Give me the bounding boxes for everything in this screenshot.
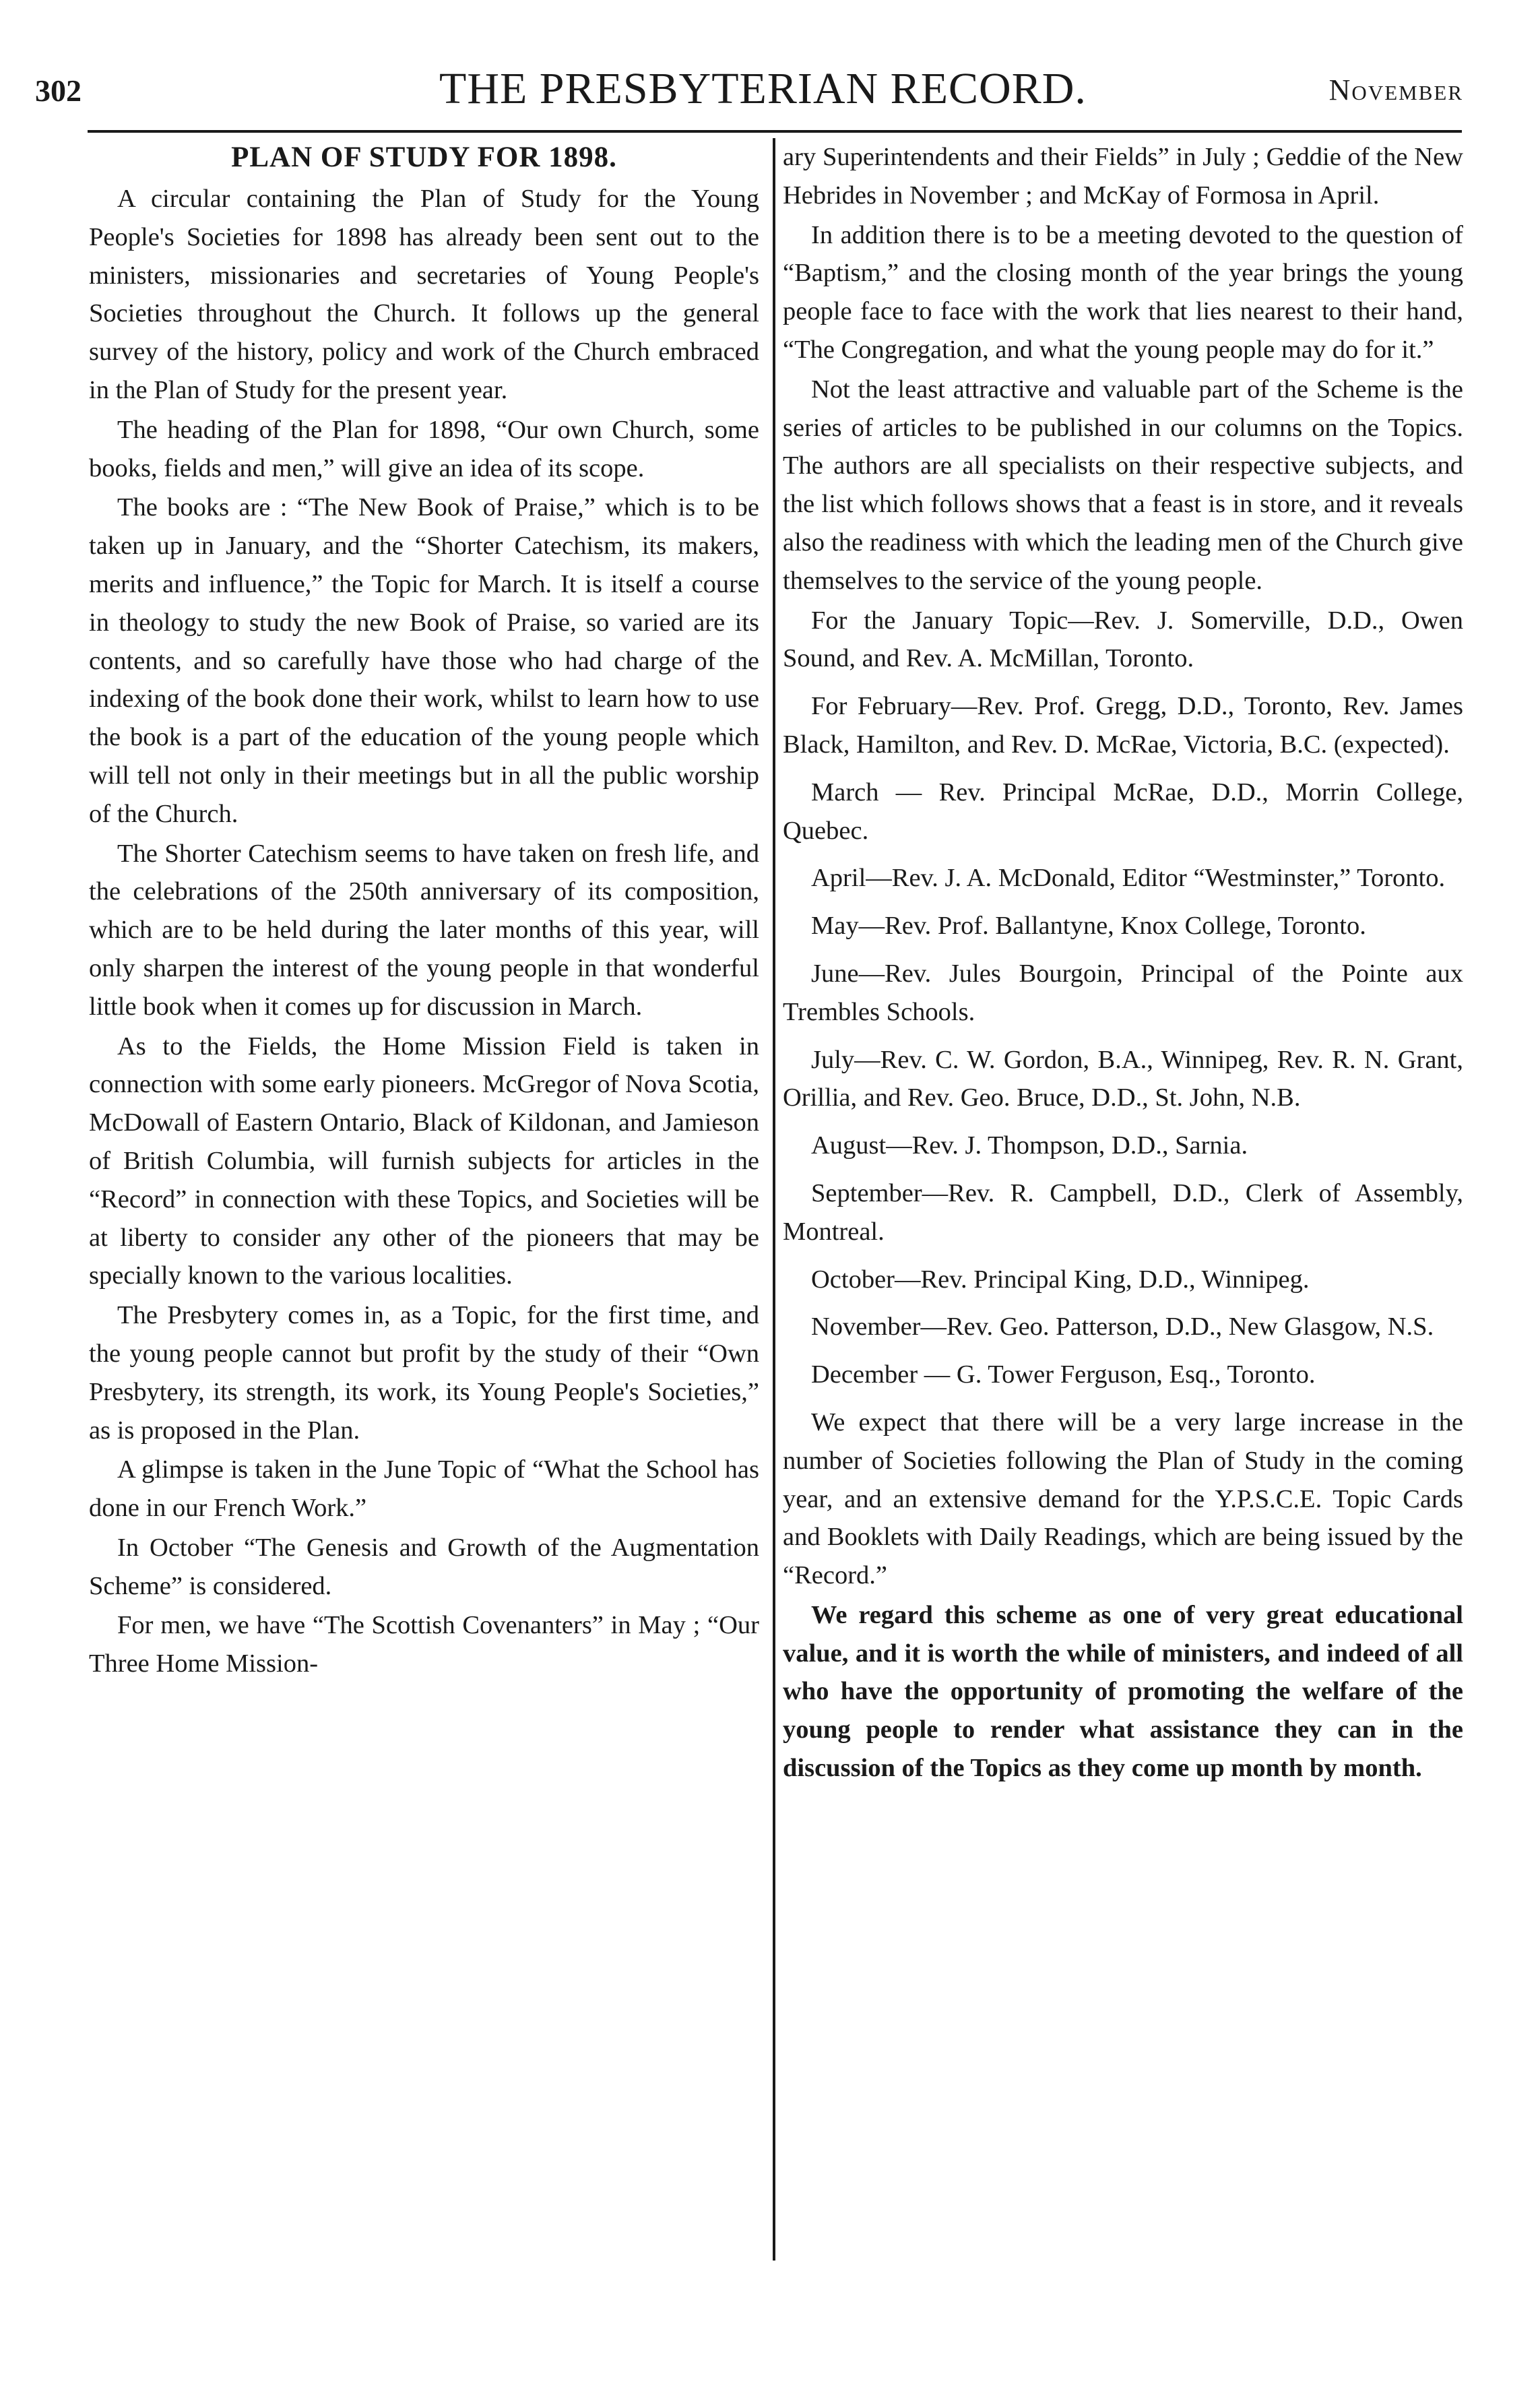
paragraph-catechism: The Shorter Catechism seems to have taken on fresh life, and the celebrations of the 250th anniversary of its composition, which are to be held during the later months of this year, will only sharpen the interest of the young people in that wonderful little book when it comes up for discussion in March. [89, 839, 759, 1021]
paragraph-intro: A circular containing the Plan of Study for the Young People's Societies for 1898 has already been sent out to the ministers, missionaries and secretaries of Young People's Societies throughout the Church. It follows up the general survey of the history, policy and work of the Church embraced in the Plan of Study for the present year. [89, 185, 759, 404]
paragraph-conclusion: We regard this scheme as one of very great educational value, and it is worth the while of ministers, and indeed of all who have the opportunity of promoting the welfare of the young people to render what assistance they can in the discussion of the Topics as they come up month by month. [783, 1600, 1463, 1783]
paragraph-heading: The heading of the Plan for 1898, “Our own Church, some books, fields and men,” will give an idea of its scope. [89, 415, 759, 482]
paragraph-articles: Not the least attractive and valuable part of the Scheme is the series of articles to be published in our columns on the Topics. The authors are all specialists on their respective subjects, and the list which follows shows that a feast is in store, and it reveals also the readiness with which the leading men of the Church give themselves to the service of the young people. [783, 375, 1463, 595]
topic-february: For February—Rev. Prof. Gregg, D.D., Toronto, Rev. James Black, Hamilton, and Rev. D. McRae, Victoria, B.C. (expected). [783, 692, 1463, 759]
paragraph-men: For men, we have “The Scottish Covenanters” in May ; “Our Three Home Mission- [89, 1611, 759, 1678]
paragraph-october-topic: In October “The Genesis and Growth of the Augmentation Scheme” is considered. [89, 1533, 759, 1600]
page-number: 302 [35, 73, 82, 108]
paragraph-books: The books are : “The New Book of Praise,” which is to be taken up in January, and the “Shorter Catechism, its makers, merits and influence,” the Topic for March. It is itself a course in theology to study the new Book of Praise, so varied are its contents, and so carefully have those who had charge of the indexing of the book done their work, whilst to learn how to use the book is a part of the education of the young people which will tell not only in their meetings but in all the public worship of the Church. [89, 493, 759, 828]
journal-title: THE PRESBYTERIAN RECORD. [439, 64, 1087, 113]
paragraph-fields: As to the Fields, the Home Mission Field is taken in connection with some early pioneers. McGregor of Nova Scotia, McDowall of Eastern Ontario, Black of Kildonan, and Jamieson of British Columbia, will furnish subjects for articles in the “Record” in connection with these Topics, and Societies will be at liberty to consider any other of the pioneers that may be specially known to the various localities. [89, 1032, 759, 1290]
paragraph-expectation: We expect that there will be a very large increase in the number of Societies following the Plan of Study in the coming year, and an extensive demand for the Y.P.S.C.E. Topic Cards and Booklets with Daily Readings, which are being issued by the “Record.” [783, 1408, 1463, 1590]
topic-march: March — Rev. Principal McRae, D.D., Morrin College, Quebec. [783, 778, 1463, 845]
topic-september: September—Rev. R. Campbell, D.D., Clerk of Assembly, Montreal. [783, 1178, 1463, 1246]
topic-january: For the January Topic—Rev. J. Somerville, D.D., Owen Sound, and Rev. A. McMillan, Toronto. [783, 606, 1463, 673]
topic-april: April—Rev. J. A. McDonald, Editor “Westminster,” Toronto. [811, 864, 1446, 893]
paragraph-baptism: In addition there is to be a meeting devoted to the question of “Baptism,” and the closing month of the year brings the young people face to face with the work that lies nearest to their hand, “The Congregation, and what the young people may do for it.” [783, 220, 1463, 364]
column-divider [773, 138, 775, 2261]
paragraph-presbytery: The Presbytery comes in, as a Topic, for the first time, and the young people cannot but profit by the study of their “Own Presbytery, its strength, its work, its Young People's Societies,” as is proposed in the Plan. [89, 1301, 759, 1445]
paragraph-june-topic: A glimpse is taken in the June Topic of “What the School has done in our French Work.” [89, 1455, 759, 1523]
topic-june: June—Rev. Jules Bourgoin, Principal of the Pointe aux Trembles Schools. [783, 959, 1463, 1026]
topic-august: August—Rev. J. Thompson, D.D., Sarnia. [811, 1131, 1248, 1160]
right-column [783, 138, 1463, 1789]
issue-month: November [1328, 73, 1463, 106]
topic-may: May—Rev. Prof. Ballantyne, Knox College, Toronto. [811, 912, 1366, 941]
paragraph-continuation: ary Superintendents and their Fields” in July ; Geddie of the New Hebrides in November ; and McKay of Formosa in April. [783, 143, 1463, 210]
header-rule [88, 130, 1462, 133]
left-column [89, 138, 759, 1684]
article-title: PLAN OF STUDY FOR 1898. [231, 141, 617, 173]
topic-july: July—Rev. C. W. Gordon, B.A., Winnipeg, Rev. R. N. Grant, Orillia, and Rev. Geo. Bruce, D.D., St. John, N.B. [783, 1045, 1463, 1112]
topic-october: October—Rev. Principal King, D.D., Winnipeg. [811, 1265, 1310, 1294]
topic-december: December — G. Tower Ferguson, Esq., Toronto. [811, 1360, 1316, 1389]
page-header [35, 55, 1463, 116]
topic-november: November—Rev. Geo. Patterson, D.D., New Glasgow, N.S. [811, 1313, 1434, 1341]
